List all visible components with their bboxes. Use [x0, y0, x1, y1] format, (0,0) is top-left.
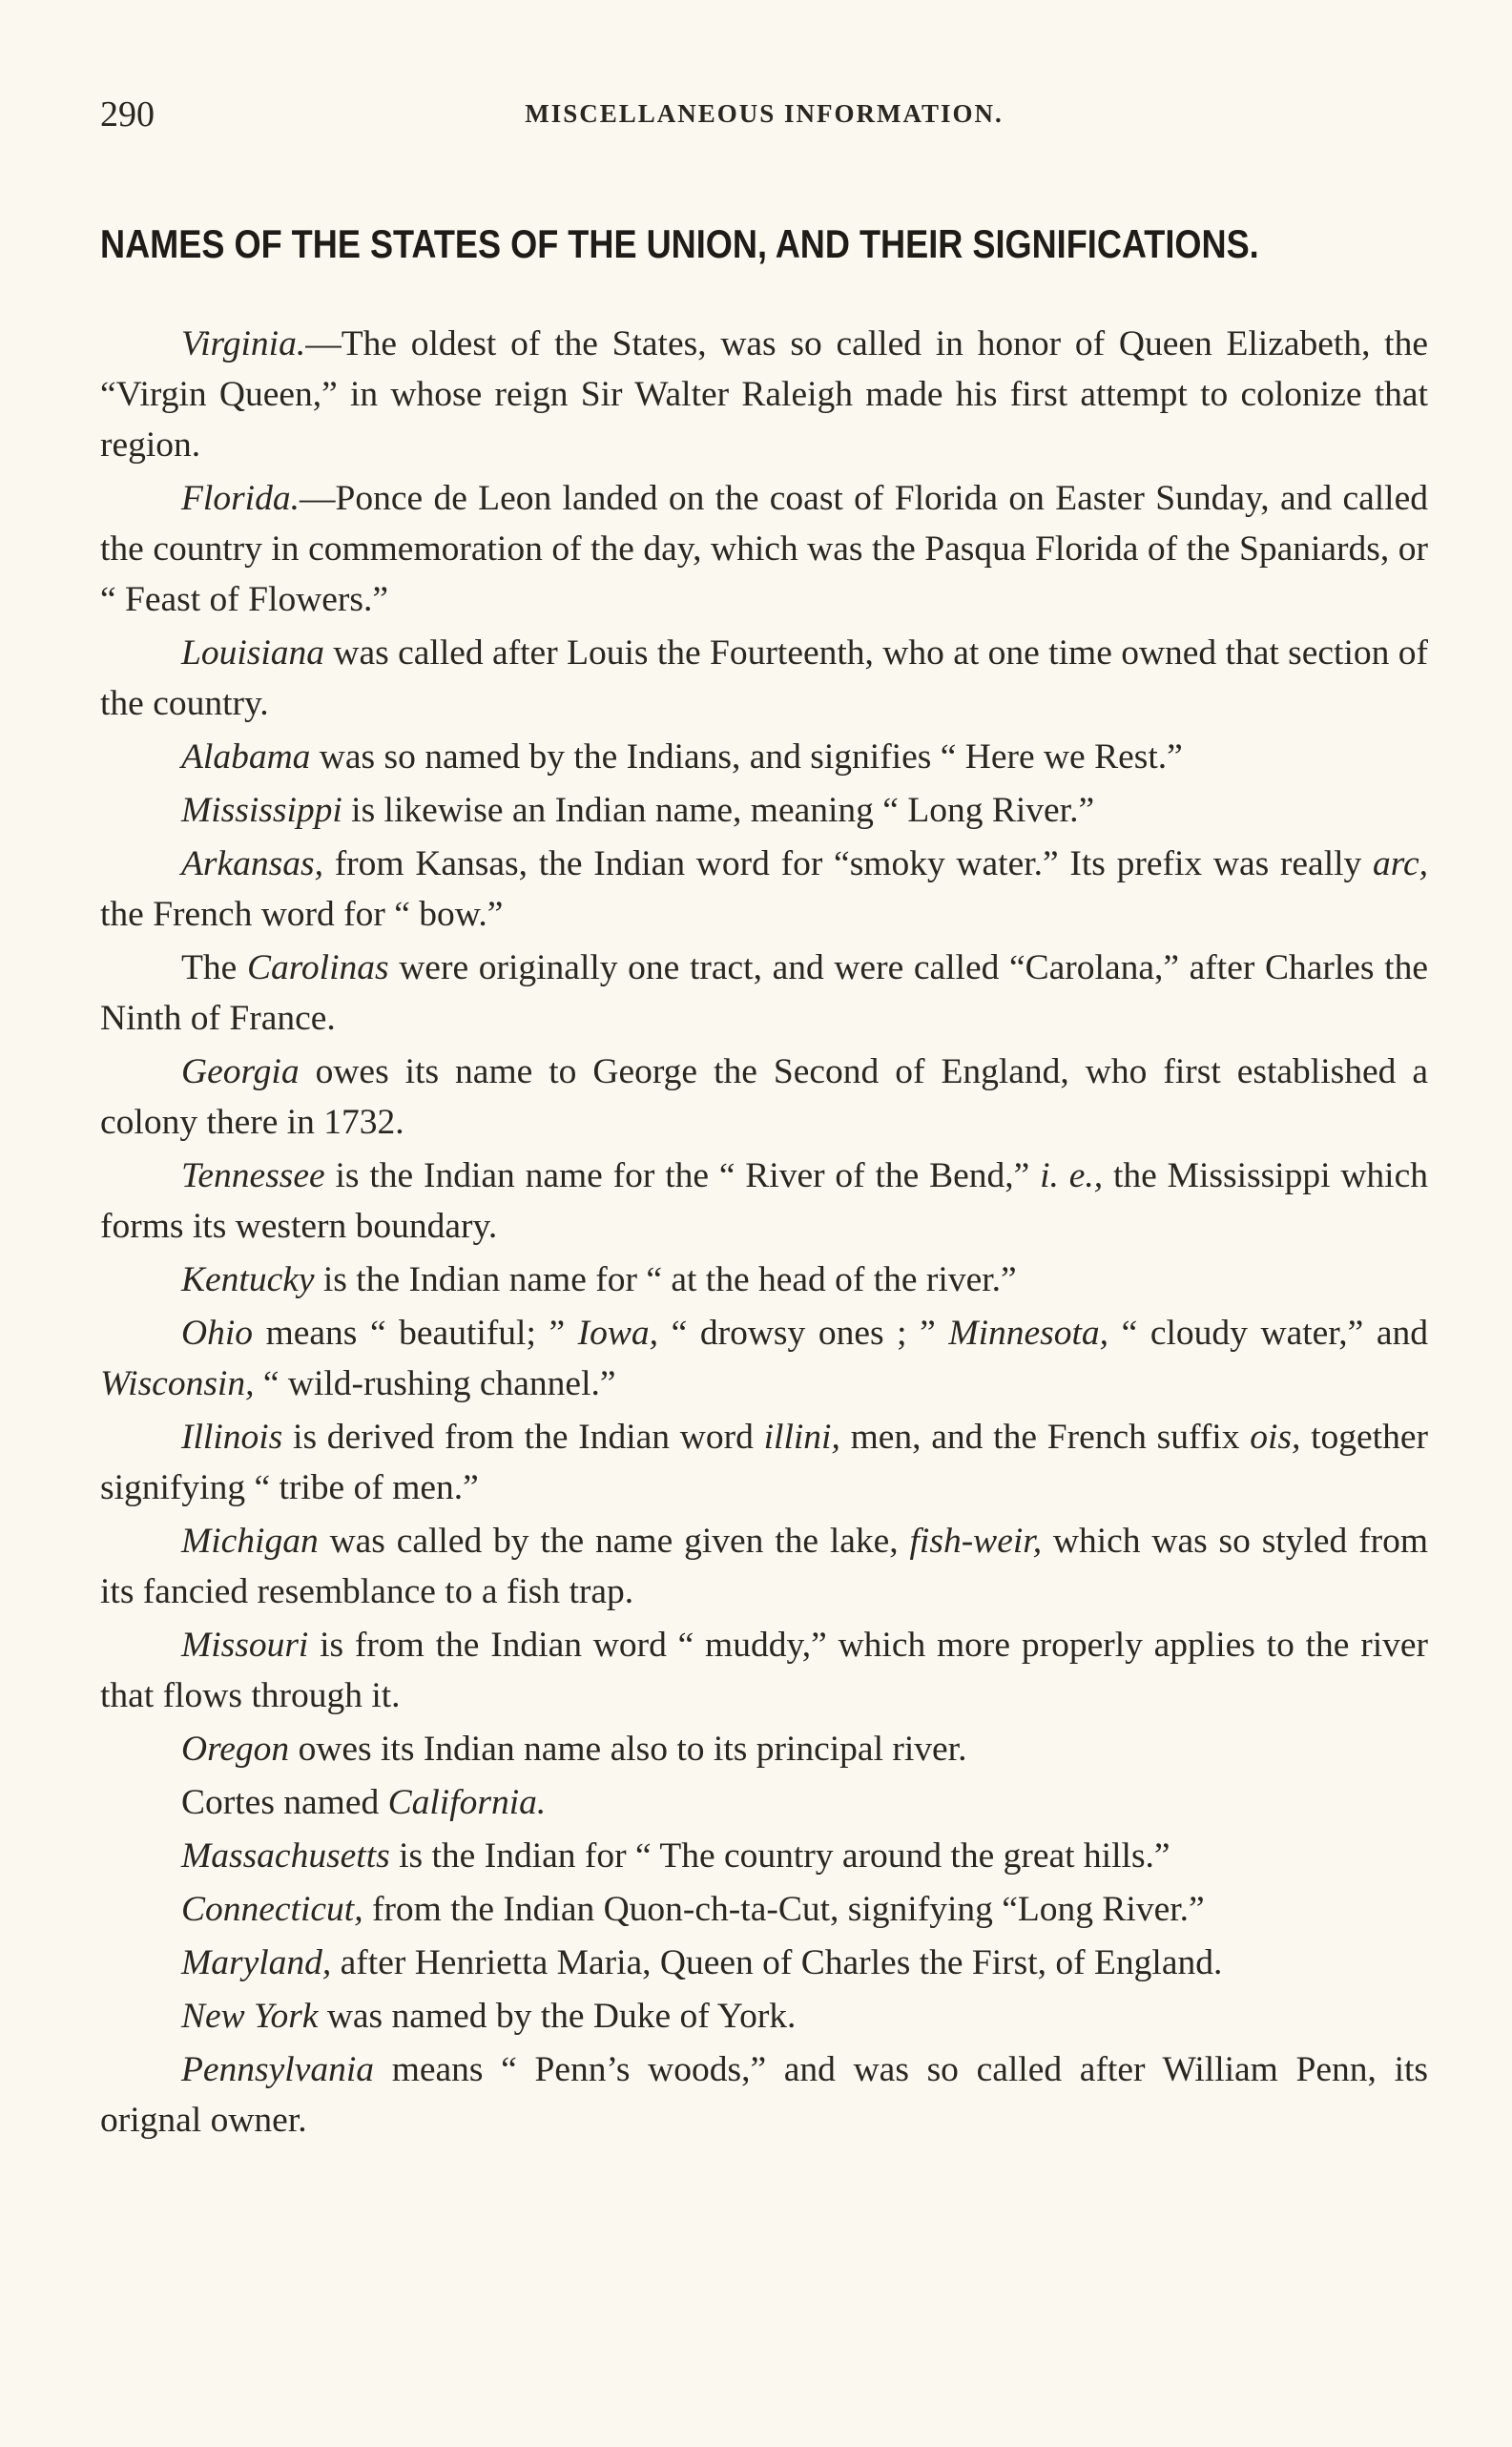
italic-term: fish-weir, [909, 1522, 1043, 1561]
state-name: New York [181, 1997, 319, 2036]
paragraph-text: means “ beautiful; ” [253, 1314, 578, 1353]
paragraph [100, 319, 1428, 470]
paragraph [100, 1047, 1428, 1148]
paragraph [100, 628, 1428, 729]
paragraph [100, 1620, 1428, 1721]
paragraph-text: was so named by the Indians, and signifies “ Here we Rest.” [310, 737, 1183, 777]
state-name: Virginia. [181, 324, 306, 363]
article-body [100, 319, 1428, 2148]
paragraph-text: Cortes named [181, 1783, 388, 1822]
paragraph-text: “ cloudy water,” and [1108, 1314, 1429, 1353]
state-name: California. [387, 1783, 547, 1822]
italic-term: i. e., [1040, 1156, 1104, 1195]
paragraph-text: is derived from the Indian word [282, 1418, 764, 1457]
paragraph [100, 1831, 1428, 1881]
running-title: MISCELLANEOUS INFORMATION. [525, 99, 1004, 128]
paragraph-text: owes its Indian name also to its principal river. [289, 1730, 967, 1769]
paragraph [100, 1151, 1428, 1252]
state-name: Illinois [181, 1418, 283, 1457]
paragraph-text: after Henrietta Maria, Queen of Charles the First, of England. [331, 1943, 1223, 1982]
state-name: Georgia [181, 1052, 300, 1091]
paragraph [100, 1991, 1428, 2042]
paragraph-text: —The oldest of the States, was so called in honor of Queen Elizabeth, the “Virgin Queen,” in whose reign Sir Walter Raleigh made his first attempt to colonize that region. [100, 324, 1428, 465]
paragraph [100, 1412, 1428, 1513]
paragraph-text: The [181, 948, 247, 987]
paragraph [100, 1255, 1428, 1305]
page-number: 290 [100, 94, 155, 135]
paragraph-text: from Kansas, the Indian word for “smoky water.” Its prefix was really [322, 844, 1374, 883]
paragraph [100, 1724, 1428, 1774]
paragraph [100, 785, 1428, 836]
paragraph-text: the French word for “ bow.” [100, 895, 504, 934]
paragraph [100, 1884, 1428, 1935]
state-name: Maryland, [181, 1943, 332, 1982]
paragraph-text: were originally one tract, and were called “Carolana,” after Charles the Ninth of France. [100, 948, 1428, 1038]
paragraph-text: is likewise an Indian name, meaning “ Long River.” [342, 791, 1095, 830]
italic-term: arc, [1373, 844, 1428, 883]
paragraph-text: was called by the name given the lake, [318, 1522, 910, 1561]
paragraph-text: the Mississippi which forms its western boundary. [100, 1156, 1428, 1246]
paragraph [100, 1777, 1428, 1828]
italic-term: Wisconsin, [100, 1364, 255, 1403]
state-name: Carolinas [246, 948, 389, 987]
state-name: Missouri [181, 1626, 309, 1665]
paragraph [100, 732, 1428, 782]
italic-term: illini, [763, 1418, 840, 1457]
state-name: Kentucky [181, 1260, 315, 1299]
state-name: Mississippi [181, 791, 342, 830]
state-name: Pennsylvania [181, 2050, 375, 2089]
paragraph-text: —Ponce de Leon landed on the coast of Florida on Easter Sunday, and called the country in commemoration of the day, which was the Pasqua Florida of the Spaniards, or “ Feast of Flowers.” [100, 479, 1428, 619]
paragraph-text: is the Indian for “ The country around the great hills.” [389, 1836, 1170, 1876]
state-name: Oregon [181, 1730, 290, 1769]
paragraph [100, 473, 1428, 625]
italic-term: Iowa, [577, 1314, 659, 1353]
paragraph-text: men, and the French suffix [839, 1418, 1251, 1457]
italic-term: ois, [1250, 1418, 1301, 1457]
state-name: Michigan [181, 1522, 319, 1561]
paragraph-text: owes its name to George the Second of England, who first established a colony there in 1732. [100, 1052, 1428, 1142]
paragraph-text: is the Indian name for the “ River of the Bend,” [324, 1156, 1041, 1195]
paragraph-text: together signifying “ tribe of men.” [100, 1418, 1428, 1507]
paragraph [100, 839, 1428, 940]
state-name: Connecticut, [181, 1890, 363, 1929]
state-name: Florida. [181, 479, 300, 518]
paragraph [100, 2044, 1428, 2146]
state-name: Louisiana [181, 633, 325, 673]
paragraph-text: “ drowsy ones ; ” [658, 1314, 949, 1353]
paragraph-text: is the Indian name for “ at the head of the river.” [314, 1260, 1017, 1299]
state-name: Tennessee [181, 1156, 325, 1195]
paragraph-text: is from the Indian word “ muddy,” which more properly applies to the river that flows through it. [100, 1626, 1428, 1715]
paragraph-text: which was so styled from its fancied resemblance to a fish trap. [100, 1522, 1428, 1611]
state-name: Alabama [181, 737, 311, 777]
paragraph-text: from the Indian Quon-ch-ta-Cut, signifying “Long River.” [362, 1890, 1205, 1929]
paragraph-text: was called after Louis the Fourteenth, who at one time owned that section of the country. [100, 633, 1428, 723]
paragraph-text: “ wild-rushing channel.” [254, 1364, 616, 1403]
paragraph [100, 943, 1428, 1044]
section-heading: NAMES OF THE STATES OF THE UNION, AND THEIR SIGNIFICATIONS. [100, 221, 1259, 266]
paragraph-text: was named by the Duke of York. [318, 1997, 797, 2036]
paragraph-text: means “ Penn’s woods,” and was so called after William Penn, its orignal owner. [100, 2050, 1428, 2140]
state-name: Ohio [181, 1314, 253, 1353]
state-name: Massachusetts [181, 1836, 390, 1876]
paragraph [100, 1938, 1428, 1988]
state-name: Arkansas, [181, 844, 323, 883]
paragraph [100, 1308, 1428, 1409]
paragraph [100, 1516, 1428, 1617]
running-head [100, 93, 1428, 135]
italic-term: Minnesota, [948, 1314, 1109, 1353]
